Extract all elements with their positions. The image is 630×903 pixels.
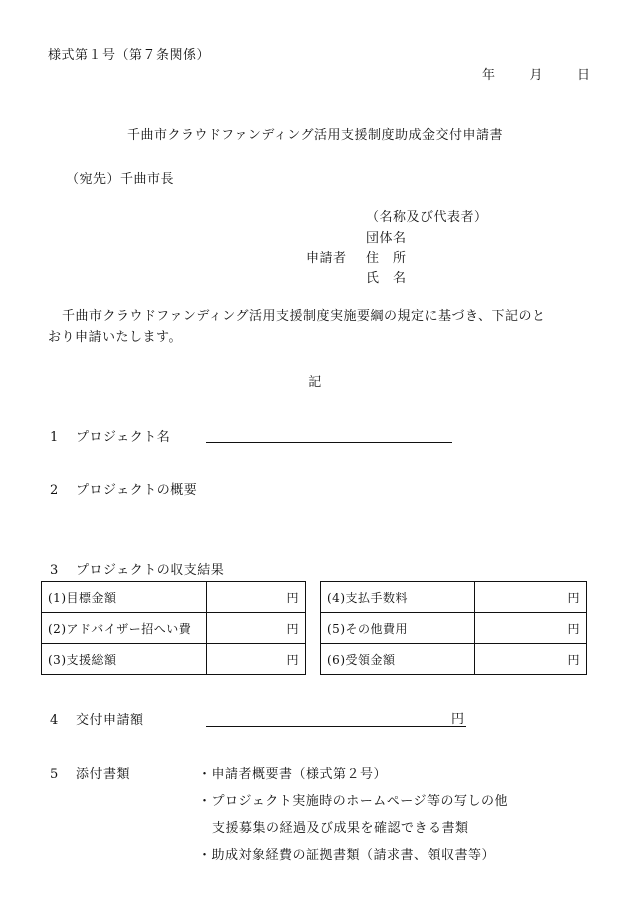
expense-table-left	[41, 581, 306, 675]
attachment-doc-2: ・プロジェクト実施時のホームページ等の写しの他	[198, 794, 508, 809]
date-month: 月	[529, 68, 544, 83]
table-row	[42, 613, 306, 644]
item1-number: 1	[50, 430, 59, 445]
applicant-name-rep-label: （名称及び代表者）	[366, 210, 488, 225]
applicant-label: 申請者	[306, 251, 347, 266]
total-support-unit: 円	[207, 644, 306, 675]
item5-label: 添付書類	[76, 767, 131, 782]
applicant-address-label: 住 所	[366, 251, 407, 266]
item4-number: 4	[50, 713, 59, 728]
project-name-blank	[206, 442, 452, 443]
received-amount-unit: 円	[475, 644, 587, 675]
item1-label: プロジェクト名	[76, 430, 171, 445]
document-title: 千曲市クラウドファンディング活用支援制度助成金交付申請書	[126, 128, 504, 143]
advisor-fee-label: (2)アドバイザー招へい費	[42, 613, 207, 644]
expense-table-right	[320, 581, 587, 675]
target-amount-label: (1)目標金額	[42, 582, 207, 613]
attachment-doc-1: ・申請者概要書（様式第２号）	[198, 767, 388, 782]
payment-fee-unit: 円	[475, 582, 587, 613]
table-row	[42, 644, 306, 675]
received-amount-label: (6)受領金額	[321, 644, 475, 675]
attachment-doc-3: ・助成対象経費の証拠書類（請求書、領収書等）	[198, 848, 496, 863]
item2-number: 2	[50, 483, 59, 498]
item2-label: プロジェクトの概要	[76, 483, 198, 498]
date-line	[482, 68, 591, 84]
total-support-label: (3)支援総額	[42, 644, 207, 675]
other-expenses-label: (5)その他費用	[321, 613, 475, 644]
item4-label: 交付申請額	[76, 713, 144, 728]
table-row	[321, 582, 587, 613]
target-amount-unit: 円	[207, 582, 306, 613]
other-expenses-unit: 円	[475, 613, 587, 644]
item3-number: 3	[50, 563, 59, 578]
body-text-line1: 千曲市クラウドファンディング活用支援制度実施要綱の規定に基づき、下記のと	[62, 309, 546, 324]
body-text-line2: おり申請いたします。	[48, 330, 182, 345]
grant-amount-blank	[206, 726, 466, 727]
date-day: 日	[577, 68, 591, 83]
applicant-org-label: 団体名	[366, 231, 407, 246]
advisor-fee-unit: 円	[207, 613, 306, 644]
payment-fee-label: (4)支払手数料	[321, 582, 475, 613]
grant-amount-unit: 円	[451, 712, 465, 727]
item5-number: 5	[50, 767, 59, 782]
item3-label: プロジェクトの収支結果	[76, 563, 225, 578]
attachment-doc-2-cont: 支援募集の経過及び成果を確認できる書類	[212, 821, 469, 836]
ki-heading: 記	[308, 375, 322, 390]
table-row	[321, 613, 587, 644]
date-year: 年	[482, 68, 496, 83]
table-row	[321, 644, 587, 675]
addressee: （宛先）千曲市長	[66, 172, 175, 187]
table-row	[42, 582, 306, 613]
form-number: 様式第１号（第７条関係）	[48, 48, 211, 63]
applicant-person-name-label: 氏 名	[366, 271, 407, 286]
